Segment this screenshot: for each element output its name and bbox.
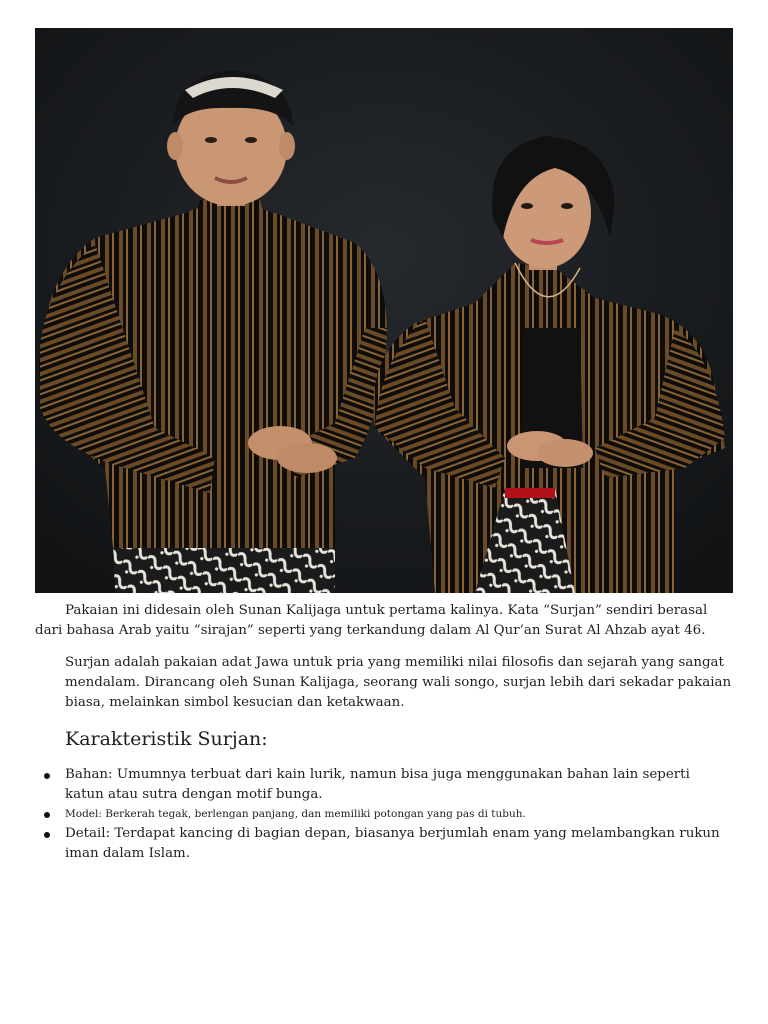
bullet-icon: [44, 832, 50, 838]
list-item-text: Bahan: Umumnya terbuat dari kain lurik, namun bisa juga menggunakan bahan lain seperti katun atau sutra dengan motif bunga.: [65, 767, 690, 802]
photo-illustration: [35, 28, 733, 593]
intro-paragraph: Pakaian ini didesain oleh Sunan Kalijaga untuk pertama kalinya. Kata “Surjan” sendiri berasal dari bahasa Arab yaitu “sirajan” seperti yang terkandung dalam Al Qur’an Surat Al Ahzab ayat 46.: [35, 603, 708, 638]
photo-couple-surjan: [35, 28, 733, 593]
description-paragraph: Surjan adalah pakaian adat Jawa untuk pria yang memiliki nilai filosofis dan sejarah yang sangat mendalam. Dirancang oleh Sunan Kalijaga, seorang wali songo, surjan lebih dari sekadar pakaian biasa, melainkan simbol kesucian dan ketakwaan.: [65, 655, 732, 710]
list-item: [65, 824, 730, 864]
list-item-text: Model: Berkerah tegak, berlengan panjang, dan memiliki potongan yang pas di tubuh.: [65, 808, 526, 820]
list-item: [65, 765, 730, 805]
characteristics-list: [65, 765, 730, 864]
list-item: [65, 806, 730, 822]
bullet-icon: [44, 773, 50, 779]
bullet-icon: [44, 812, 50, 818]
list-item-text: Detail: Terdapat kancing di bagian depan, biasanya berjumlah enam yang melambangkan rukun iman dalam Islam.: [65, 826, 720, 861]
section-heading: Karakteristik Surjan:: [65, 728, 268, 750]
